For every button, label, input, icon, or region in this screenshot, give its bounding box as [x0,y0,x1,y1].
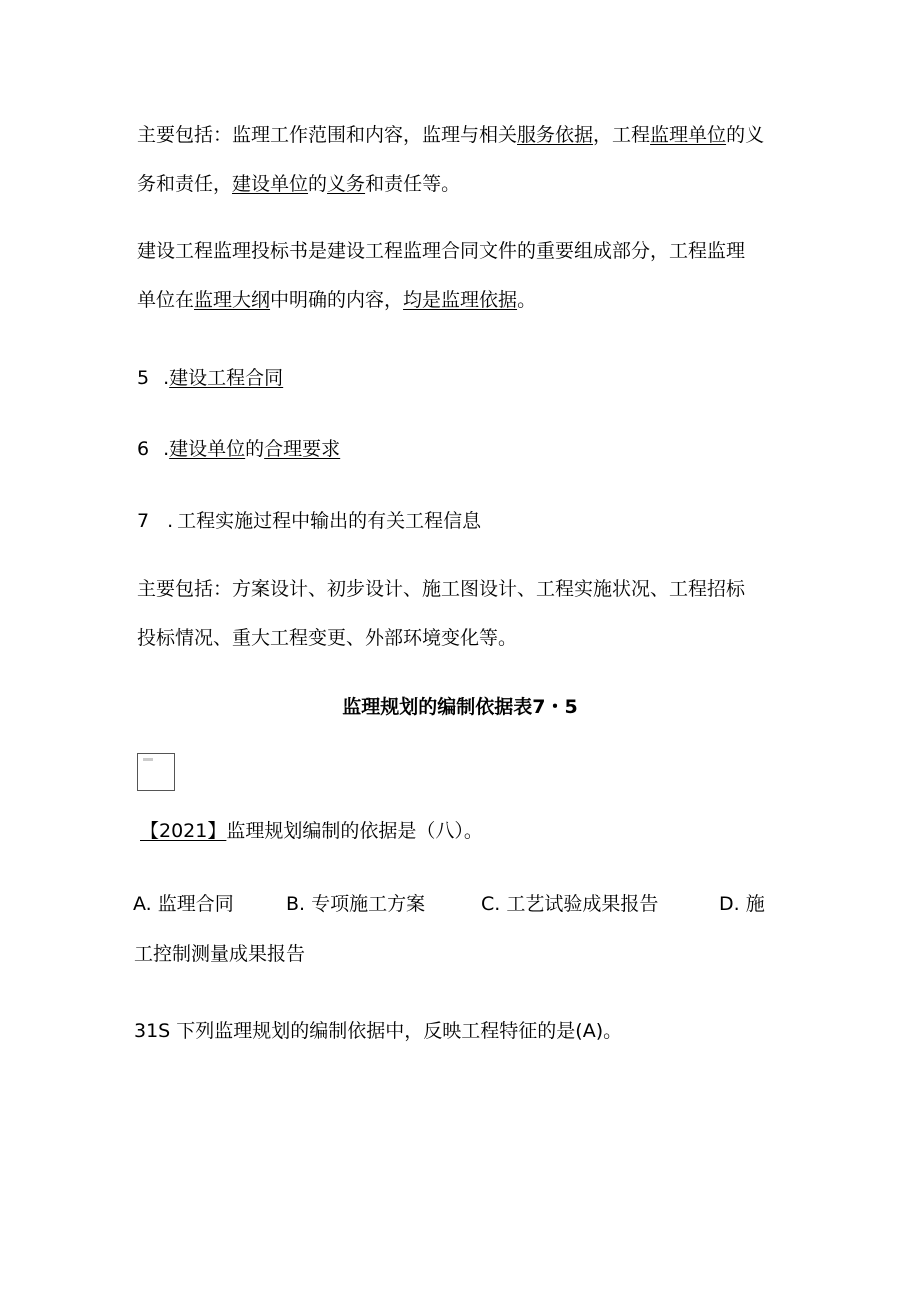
option-b: B. 专项施工方案 [286,893,426,915]
item-6 [137,437,340,463]
item-6-link-requirements[interactable]: 合理要求 [264,438,341,460]
table-caption: 监理规划的编制依据表7・5 [342,696,578,718]
item-7 [137,509,481,535]
item-6-link-unit[interactable]: 建设单位 [169,438,246,460]
para3-line2: 投标情况、重大工程变更、外部环境变化等。 [137,627,518,649]
para2-line2 [137,288,536,314]
item-7-number: 7 [137,510,150,532]
para2-line1: 建设工程监理投标书是建设工程监理合同文件的重要组成部分，工程监理 [137,240,746,262]
para1-line1-text-b: ，工程 [593,124,651,146]
para2-link-outline[interactable]: 监理大纲 [194,289,271,311]
para1-line2-text-a: 务和责任， [137,173,233,195]
item-5-number: 5 [137,367,150,389]
question-text: 监理规划编制的依据是（八）。 [226,820,483,842]
question-line [140,819,483,845]
para1-link-construction-unit[interactable]: 建设单位 [232,173,309,195]
para1-link-supervision-unit[interactable]: 监理单位 [650,124,727,146]
item-7-text: 工程实施过程中输出的有关工程信息 [177,510,482,532]
image-placeholder [137,753,175,791]
para1-line1-text-c: 的义 [726,124,765,146]
para3-line1: 主要包括：方案设计、初步设计、施工图设计、工程实施状况、工程招标 [137,578,746,600]
para1-link-obligations[interactable]: 义务 [327,173,366,195]
para1-line2-text-c: 和责任等。 [365,173,461,195]
item-5 [137,366,283,392]
para1-line2 [137,172,460,198]
para1-line1-text-a: 主要包括：监理工作范围和内容，监理与相关 [137,124,518,146]
item-6-dot: . [163,438,170,460]
item-6-text-b: 的 [245,438,265,460]
para1-line2-text-b: 的 [308,173,328,195]
item-5-dot: . [163,367,170,389]
question-year-tag[interactable]: 【2021】 [140,820,227,842]
option-d: D. 施 [719,893,765,915]
para2-link-basis[interactable]: 均是监理依据 [403,289,518,311]
para1-link-service-basis[interactable]: 服务依据 [517,124,594,146]
option-a: A. 监理合同 [133,893,234,915]
para2-line2-text-c: 。 [517,289,537,311]
option-d-continued: 工控制测量成果报告 [134,943,306,965]
option-c: C. 工艺试验成果报告 [481,893,659,915]
item-7-dot: . [167,510,174,532]
question2-line: 31S 下列监理规划的编制依据中，反映工程特征的是(A)。 [134,1020,623,1042]
para1-line1 [137,123,764,149]
item-6-number: 6 [137,438,150,460]
item-5-link[interactable]: 建设工程合同 [169,367,284,389]
para2-line2-text-b: 中明确的内容， [270,289,404,311]
para2-line2-text-a: 单位在 [137,289,195,311]
